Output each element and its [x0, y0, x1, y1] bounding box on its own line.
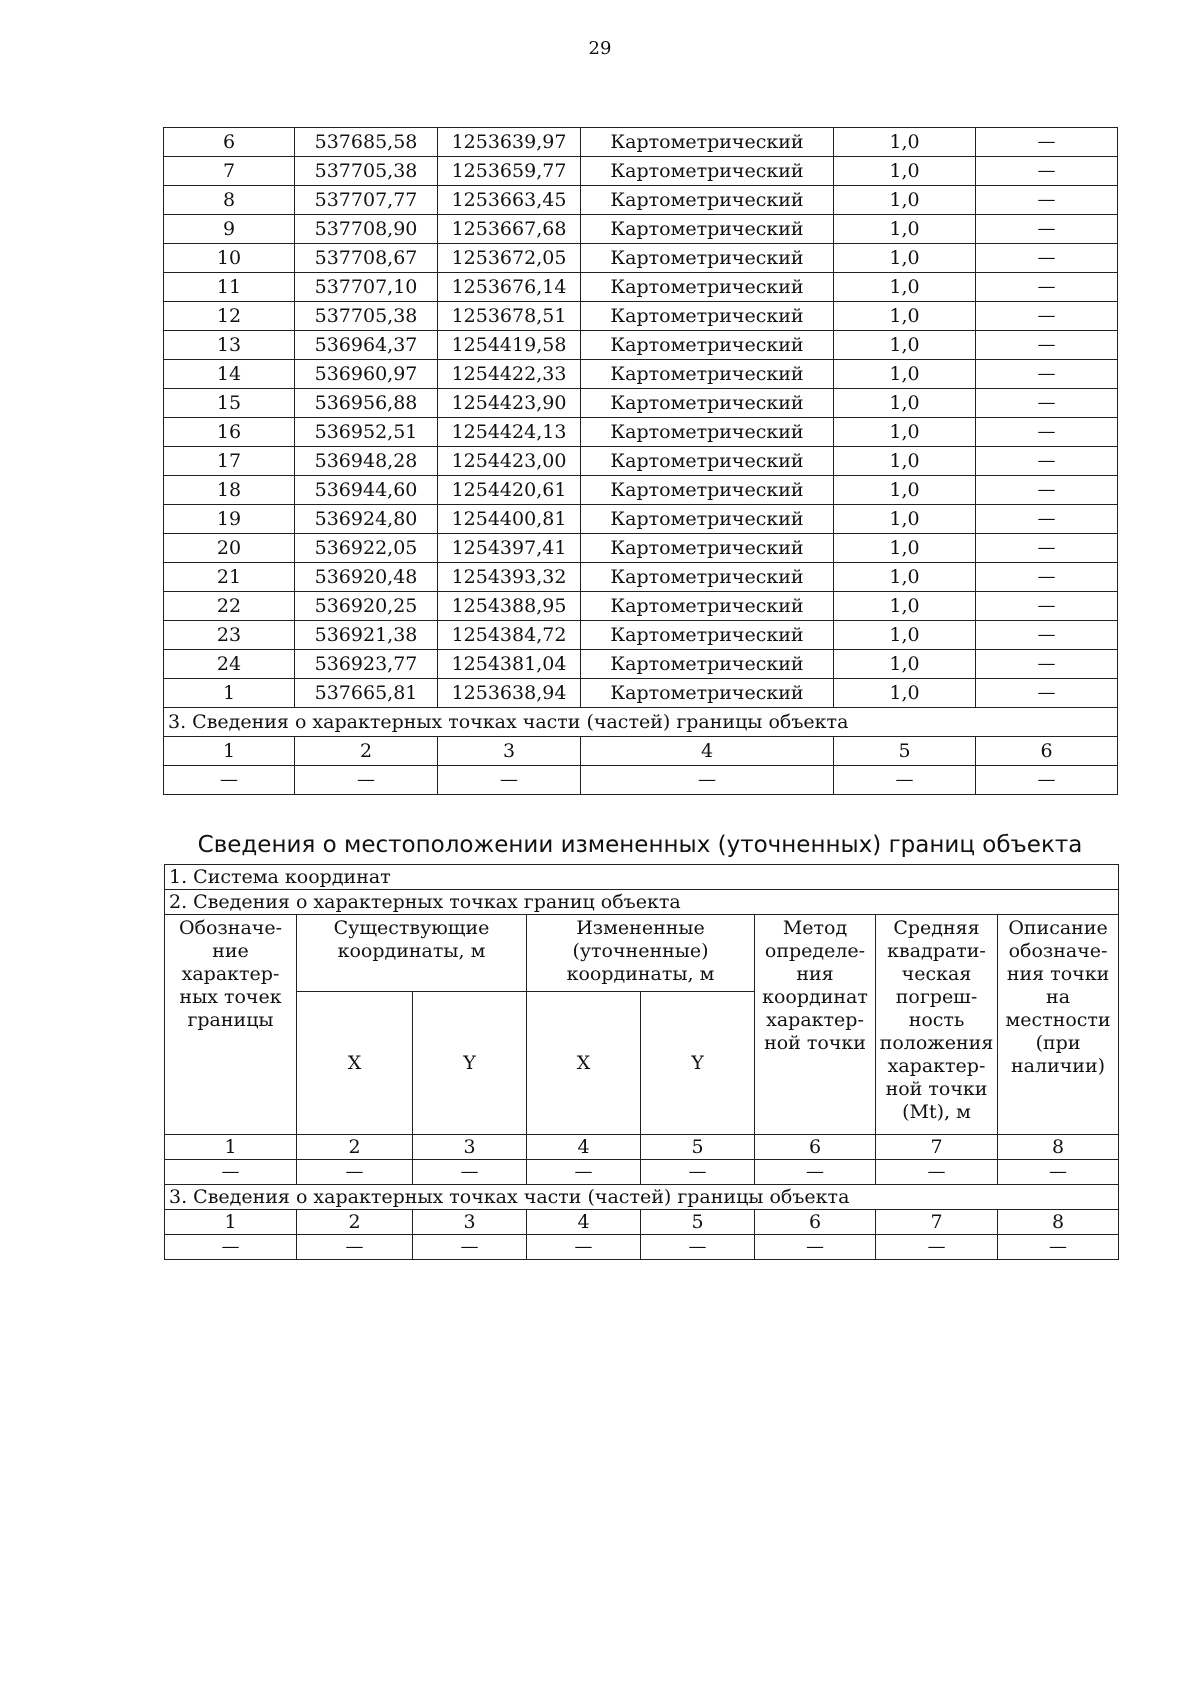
empty-cell: —: [438, 766, 581, 795]
empty-cell: —: [297, 1160, 413, 1185]
accuracy-cell: 1,0: [834, 418, 976, 447]
method-cell: Картометрический: [581, 331, 834, 360]
section-title: Сведения о местоположении измененных (уточненных) границ объекта: [197, 832, 1083, 858]
table-row: [164, 302, 1118, 331]
column-number-cell: 3: [438, 737, 581, 766]
y-coordinate-cell: 1254422,33: [438, 360, 581, 389]
y-coordinate-cell: 1254400,81: [438, 505, 581, 534]
y-coordinate-cell: 1254384,72: [438, 621, 581, 650]
empty-cell: —: [755, 1235, 876, 1260]
coordinate-system-row: [165, 865, 1119, 890]
method-cell: Картометрический: [581, 186, 834, 215]
accuracy-cell: 1,0: [834, 534, 976, 563]
empty-cell: —: [527, 1160, 641, 1185]
column-number-cell: 5: [641, 1210, 755, 1235]
point-number-cell: 12: [164, 302, 295, 331]
point-number-cell: 8: [164, 186, 295, 215]
method-cell: Картометрический: [581, 679, 834, 708]
column-number-cell: 1: [164, 737, 295, 766]
empty-data-row: [165, 1160, 1119, 1185]
point-number-cell: 14: [164, 360, 295, 389]
y-coordinate-cell: 1254381,04: [438, 650, 581, 679]
description-cell: —: [976, 418, 1118, 447]
description-cell: —: [976, 331, 1118, 360]
header-existing-coords: Существующие координаты, м: [297, 915, 527, 992]
empty-cell: —: [876, 1235, 998, 1260]
description-cell: —: [976, 157, 1118, 186]
x-coordinate-cell: 536924,80: [295, 505, 438, 534]
method-cell: Картометрический: [581, 447, 834, 476]
table-row: [164, 244, 1118, 273]
point-number-cell: 16: [164, 418, 295, 447]
x-coordinate-cell: 537705,38: [295, 157, 438, 186]
description-cell: —: [976, 389, 1118, 418]
table-row: [164, 418, 1118, 447]
method-cell: Картометрический: [581, 389, 834, 418]
point-number-cell: 18: [164, 476, 295, 505]
accuracy-cell: 1,0: [834, 128, 976, 157]
y-coordinate-cell: 1254424,13: [438, 418, 581, 447]
column-number-cell: 7: [876, 1135, 998, 1160]
x-coordinate-cell: 537685,58: [295, 128, 438, 157]
table-row: [164, 505, 1118, 534]
point-number-cell: 1: [164, 679, 295, 708]
part-column-number-row: [165, 1210, 1119, 1235]
coordinate-system-label: 1. Система координат: [165, 865, 1119, 890]
table-row: [164, 273, 1118, 302]
column-number-cell: 7: [876, 1210, 998, 1235]
empty-cell: —: [165, 1160, 297, 1185]
column-header-row: [165, 915, 1119, 992]
y-coordinate-cell: 1254420,61: [438, 476, 581, 505]
description-cell: —: [976, 244, 1118, 273]
table-row: [164, 447, 1118, 476]
table-row: [164, 650, 1118, 679]
method-cell: Картометрический: [581, 215, 834, 244]
column-number-cell: 4: [527, 1210, 641, 1235]
method-cell: Картометрический: [581, 157, 834, 186]
column-number-cell: 5: [641, 1135, 755, 1160]
accuracy-cell: 1,0: [834, 331, 976, 360]
changed-boundaries-table: [164, 864, 1119, 1260]
x-coordinate-cell: 536921,38: [295, 621, 438, 650]
description-cell: —: [976, 186, 1118, 215]
description-cell: —: [976, 476, 1118, 505]
column-number-row: [165, 1135, 1119, 1160]
part-section-row: [164, 708, 1118, 737]
boundary-points-table: [163, 127, 1118, 795]
y-coordinate-cell: 1253663,45: [438, 186, 581, 215]
empty-cell: —: [641, 1235, 755, 1260]
description-cell: —: [976, 360, 1118, 389]
point-number-cell: 6: [164, 128, 295, 157]
x-coordinate-cell: 537708,90: [295, 215, 438, 244]
column-number-cell: 2: [297, 1210, 413, 1235]
accuracy-cell: 1,0: [834, 389, 976, 418]
accuracy-cell: 1,0: [834, 650, 976, 679]
table-row: [164, 389, 1118, 418]
points-header-row: [165, 890, 1119, 915]
part-empty-data-row: [165, 1235, 1119, 1260]
y-coordinate-cell: 1253672,05: [438, 244, 581, 273]
table-row: [164, 563, 1118, 592]
description-cell: —: [976, 563, 1118, 592]
empty-cell: —: [164, 766, 295, 795]
x-coordinate-cell: 537707,77: [295, 186, 438, 215]
x-coordinate-cell: 536960,97: [295, 360, 438, 389]
column-number-cell: 5: [834, 737, 976, 766]
column-number-cell: 2: [297, 1135, 413, 1160]
column-number-cell: 8: [998, 1210, 1119, 1235]
y-coordinate-cell: 1253676,14: [438, 273, 581, 302]
description-cell: —: [976, 650, 1118, 679]
empty-cell: —: [998, 1235, 1119, 1260]
description-cell: —: [976, 447, 1118, 476]
part-section-label: 3. Сведения о характерных точках части (частей) границы объекта: [165, 1185, 1119, 1210]
header-method: Метод определе-ния координат характер-ной точки: [755, 915, 876, 1135]
y-coordinate-cell: 1253659,77: [438, 157, 581, 186]
column-number-cell: 1: [165, 1210, 297, 1235]
table-row: [164, 331, 1118, 360]
y-coordinate-cell: 1254423,00: [438, 447, 581, 476]
y-coordinate-cell: 1253667,68: [438, 215, 581, 244]
description-cell: —: [976, 302, 1118, 331]
page-number: 29: [588, 38, 612, 59]
header-changed-x: X: [527, 992, 641, 1135]
description-cell: —: [976, 505, 1118, 534]
empty-cell: —: [165, 1235, 297, 1260]
y-coordinate-cell: 1253678,51: [438, 302, 581, 331]
method-cell: Картометрический: [581, 650, 834, 679]
table-row: [164, 215, 1118, 244]
description-cell: —: [976, 128, 1118, 157]
table-row: [164, 679, 1118, 708]
column-number-cell: 6: [976, 737, 1118, 766]
empty-cell: —: [413, 1160, 527, 1185]
point-number-cell: 13: [164, 331, 295, 360]
empty-cell: —: [976, 766, 1118, 795]
table-row: [164, 476, 1118, 505]
point-number-cell: 11: [164, 273, 295, 302]
empty-cell: —: [998, 1160, 1119, 1185]
accuracy-cell: 1,0: [834, 679, 976, 708]
table-row: [164, 592, 1118, 621]
description-cell: —: [976, 621, 1118, 650]
x-coordinate-cell: 536922,05: [295, 534, 438, 563]
header-description: Описание обозначе-ния точки на местности (при наличии): [998, 915, 1119, 1135]
accuracy-cell: 1,0: [834, 186, 976, 215]
accuracy-cell: 1,0: [834, 215, 976, 244]
column-number-cell: 2: [295, 737, 438, 766]
point-number-cell: 23: [164, 621, 295, 650]
column-number-cell: 6: [755, 1210, 876, 1235]
method-cell: Картометрический: [581, 302, 834, 331]
header-changed-y: Y: [641, 992, 755, 1135]
y-coordinate-cell: 1254388,95: [438, 592, 581, 621]
accuracy-cell: 1,0: [834, 244, 976, 273]
method-cell: Картометрический: [581, 534, 834, 563]
header-existing-x: X: [297, 992, 413, 1135]
point-number-cell: 19: [164, 505, 295, 534]
empty-cell: —: [413, 1235, 527, 1260]
empty-cell: —: [834, 766, 976, 795]
method-cell: Картометрический: [581, 128, 834, 157]
point-number-cell: 15: [164, 389, 295, 418]
column-number-cell: 3: [413, 1135, 527, 1160]
description-cell: —: [976, 679, 1118, 708]
description-cell: —: [976, 215, 1118, 244]
point-number-cell: 7: [164, 157, 295, 186]
y-coordinate-cell: 1254423,90: [438, 389, 581, 418]
description-cell: —: [976, 273, 1118, 302]
column-number-cell: 6: [755, 1135, 876, 1160]
empty-cell: —: [755, 1160, 876, 1185]
header-changed-coords: Измененные (уточненные) координаты, м: [527, 915, 755, 992]
point-number-cell: 22: [164, 592, 295, 621]
x-coordinate-cell: 537708,67: [295, 244, 438, 273]
accuracy-cell: 1,0: [834, 360, 976, 389]
y-coordinate-cell: 1254397,41: [438, 534, 581, 563]
point-number-cell: 9: [164, 215, 295, 244]
empty-cell: —: [297, 1235, 413, 1260]
table-row: [164, 157, 1118, 186]
column-number-cell: 4: [527, 1135, 641, 1160]
point-number-cell: 10: [164, 244, 295, 273]
x-coordinate-cell: 537665,81: [295, 679, 438, 708]
description-cell: —: [976, 592, 1118, 621]
empty-cell: —: [876, 1160, 998, 1185]
part-section-row: [165, 1185, 1119, 1210]
x-coordinate-cell: 537707,10: [295, 273, 438, 302]
method-cell: Картометрический: [581, 418, 834, 447]
column-number-cell: 1: [165, 1135, 297, 1160]
y-coordinate-cell: 1254419,58: [438, 331, 581, 360]
accuracy-cell: 1,0: [834, 563, 976, 592]
column-number-cell: 3: [413, 1210, 527, 1235]
point-number-cell: 24: [164, 650, 295, 679]
header-designation: Обозначе-ние характер-ных точек границы: [165, 915, 297, 1135]
method-cell: Картометрический: [581, 244, 834, 273]
x-coordinate-cell: 536920,48: [295, 563, 438, 592]
x-coordinate-cell: 536920,25: [295, 592, 438, 621]
y-coordinate-cell: 1253638,94: [438, 679, 581, 708]
empty-data-row: [164, 766, 1118, 795]
method-cell: Картометрический: [581, 360, 834, 389]
x-coordinate-cell: 537705,38: [295, 302, 438, 331]
point-number-cell: 21: [164, 563, 295, 592]
empty-cell: —: [295, 766, 438, 795]
accuracy-cell: 1,0: [834, 447, 976, 476]
accuracy-cell: 1,0: [834, 621, 976, 650]
y-coordinate-cell: 1253639,97: [438, 128, 581, 157]
accuracy-cell: 1,0: [834, 157, 976, 186]
table-row: [164, 360, 1118, 389]
x-coordinate-cell: 536952,51: [295, 418, 438, 447]
accuracy-cell: 1,0: [834, 592, 976, 621]
column-number-row: [164, 737, 1118, 766]
x-coordinate-cell: 536956,88: [295, 389, 438, 418]
table-row: [164, 128, 1118, 157]
table-row: [164, 534, 1118, 563]
method-cell: Картометрический: [581, 476, 834, 505]
accuracy-cell: 1,0: [834, 302, 976, 331]
part-section-label: 3. Сведения о характерных точках части (частей) границы объекта: [164, 708, 1118, 737]
method-cell: Картометрический: [581, 621, 834, 650]
method-cell: Картометрический: [581, 505, 834, 534]
empty-cell: —: [641, 1160, 755, 1185]
table-row: [164, 621, 1118, 650]
points-section-label: 2. Сведения о характерных точках границ объекта: [165, 890, 1119, 915]
method-cell: Картометрический: [581, 273, 834, 302]
x-coordinate-cell: 536948,28: [295, 447, 438, 476]
column-number-cell: 4: [581, 737, 834, 766]
header-existing-y: Y: [413, 992, 527, 1135]
y-coordinate-cell: 1254393,32: [438, 563, 581, 592]
table-row: [164, 186, 1118, 215]
point-number-cell: 20: [164, 534, 295, 563]
accuracy-cell: 1,0: [834, 273, 976, 302]
empty-cell: —: [527, 1235, 641, 1260]
method-cell: Картометрический: [581, 592, 834, 621]
empty-cell: —: [581, 766, 834, 795]
accuracy-cell: 1,0: [834, 476, 976, 505]
accuracy-cell: 1,0: [834, 505, 976, 534]
point-number-cell: 17: [164, 447, 295, 476]
header-mt: Средняя квадрати-ческая погреш-ность положения характер-ной точки (Mt), м: [876, 915, 998, 1135]
x-coordinate-cell: 536923,77: [295, 650, 438, 679]
method-cell: Картометрический: [581, 563, 834, 592]
x-coordinate-cell: 536944,60: [295, 476, 438, 505]
description-cell: —: [976, 534, 1118, 563]
column-number-cell: 8: [998, 1135, 1119, 1160]
x-coordinate-cell: 536964,37: [295, 331, 438, 360]
